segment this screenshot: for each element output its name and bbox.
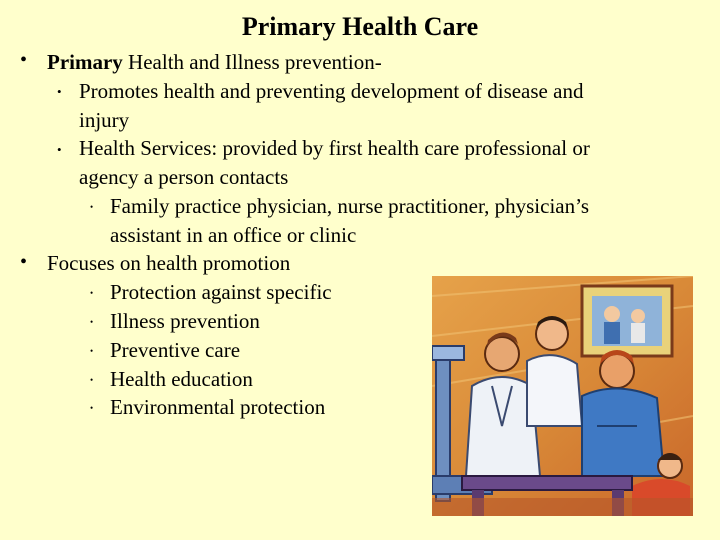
bullet-family-line2: assistant in an office or clinic <box>110 223 357 247</box>
bullet-text: Health and Illness prevention- <box>122 50 382 74</box>
promotion-item: Protection against specific <box>110 280 332 304</box>
promotion-item: Preventive care <box>110 338 241 362</box>
promotion-item: Environmental protection <box>110 395 326 419</box>
bullet-dot: • <box>57 142 62 157</box>
bullet-primary <box>47 48 382 77</box>
bullet-promotes-line2: injury <box>79 108 130 132</box>
bullet-dot: • <box>20 49 28 71</box>
slide-title: Primary Health Care <box>241 12 479 41</box>
bullet-dot: • <box>90 317 94 327</box>
bullet-dot: • <box>90 346 94 356</box>
bullet-family-line1: Family practice physician, nurse practitioner, physician’s <box>110 194 590 218</box>
bullet-promotes-line1: Promotes health and preventing development of disease and <box>79 79 584 103</box>
clinic-illustration <box>432 276 693 516</box>
bullet-dot: • <box>90 403 94 413</box>
bullet-dot: • <box>90 288 94 298</box>
promotion-item: Illness prevention <box>110 309 260 333</box>
bullet-dot: • <box>90 202 94 212</box>
bullet-focuses: Focuses on health promotion <box>47 251 291 275</box>
bullet-services-line1: Health Services: provided by first health care professional or <box>79 136 590 160</box>
bullet-services-line2: agency a person contacts <box>79 165 289 189</box>
bold-lead: Primary <box>47 50 123 74</box>
bullet-dot: • <box>20 251 28 273</box>
bullet-dot: • <box>90 375 94 385</box>
bullet-dot: • <box>57 84 62 99</box>
promotion-item: Health education <box>110 367 253 391</box>
